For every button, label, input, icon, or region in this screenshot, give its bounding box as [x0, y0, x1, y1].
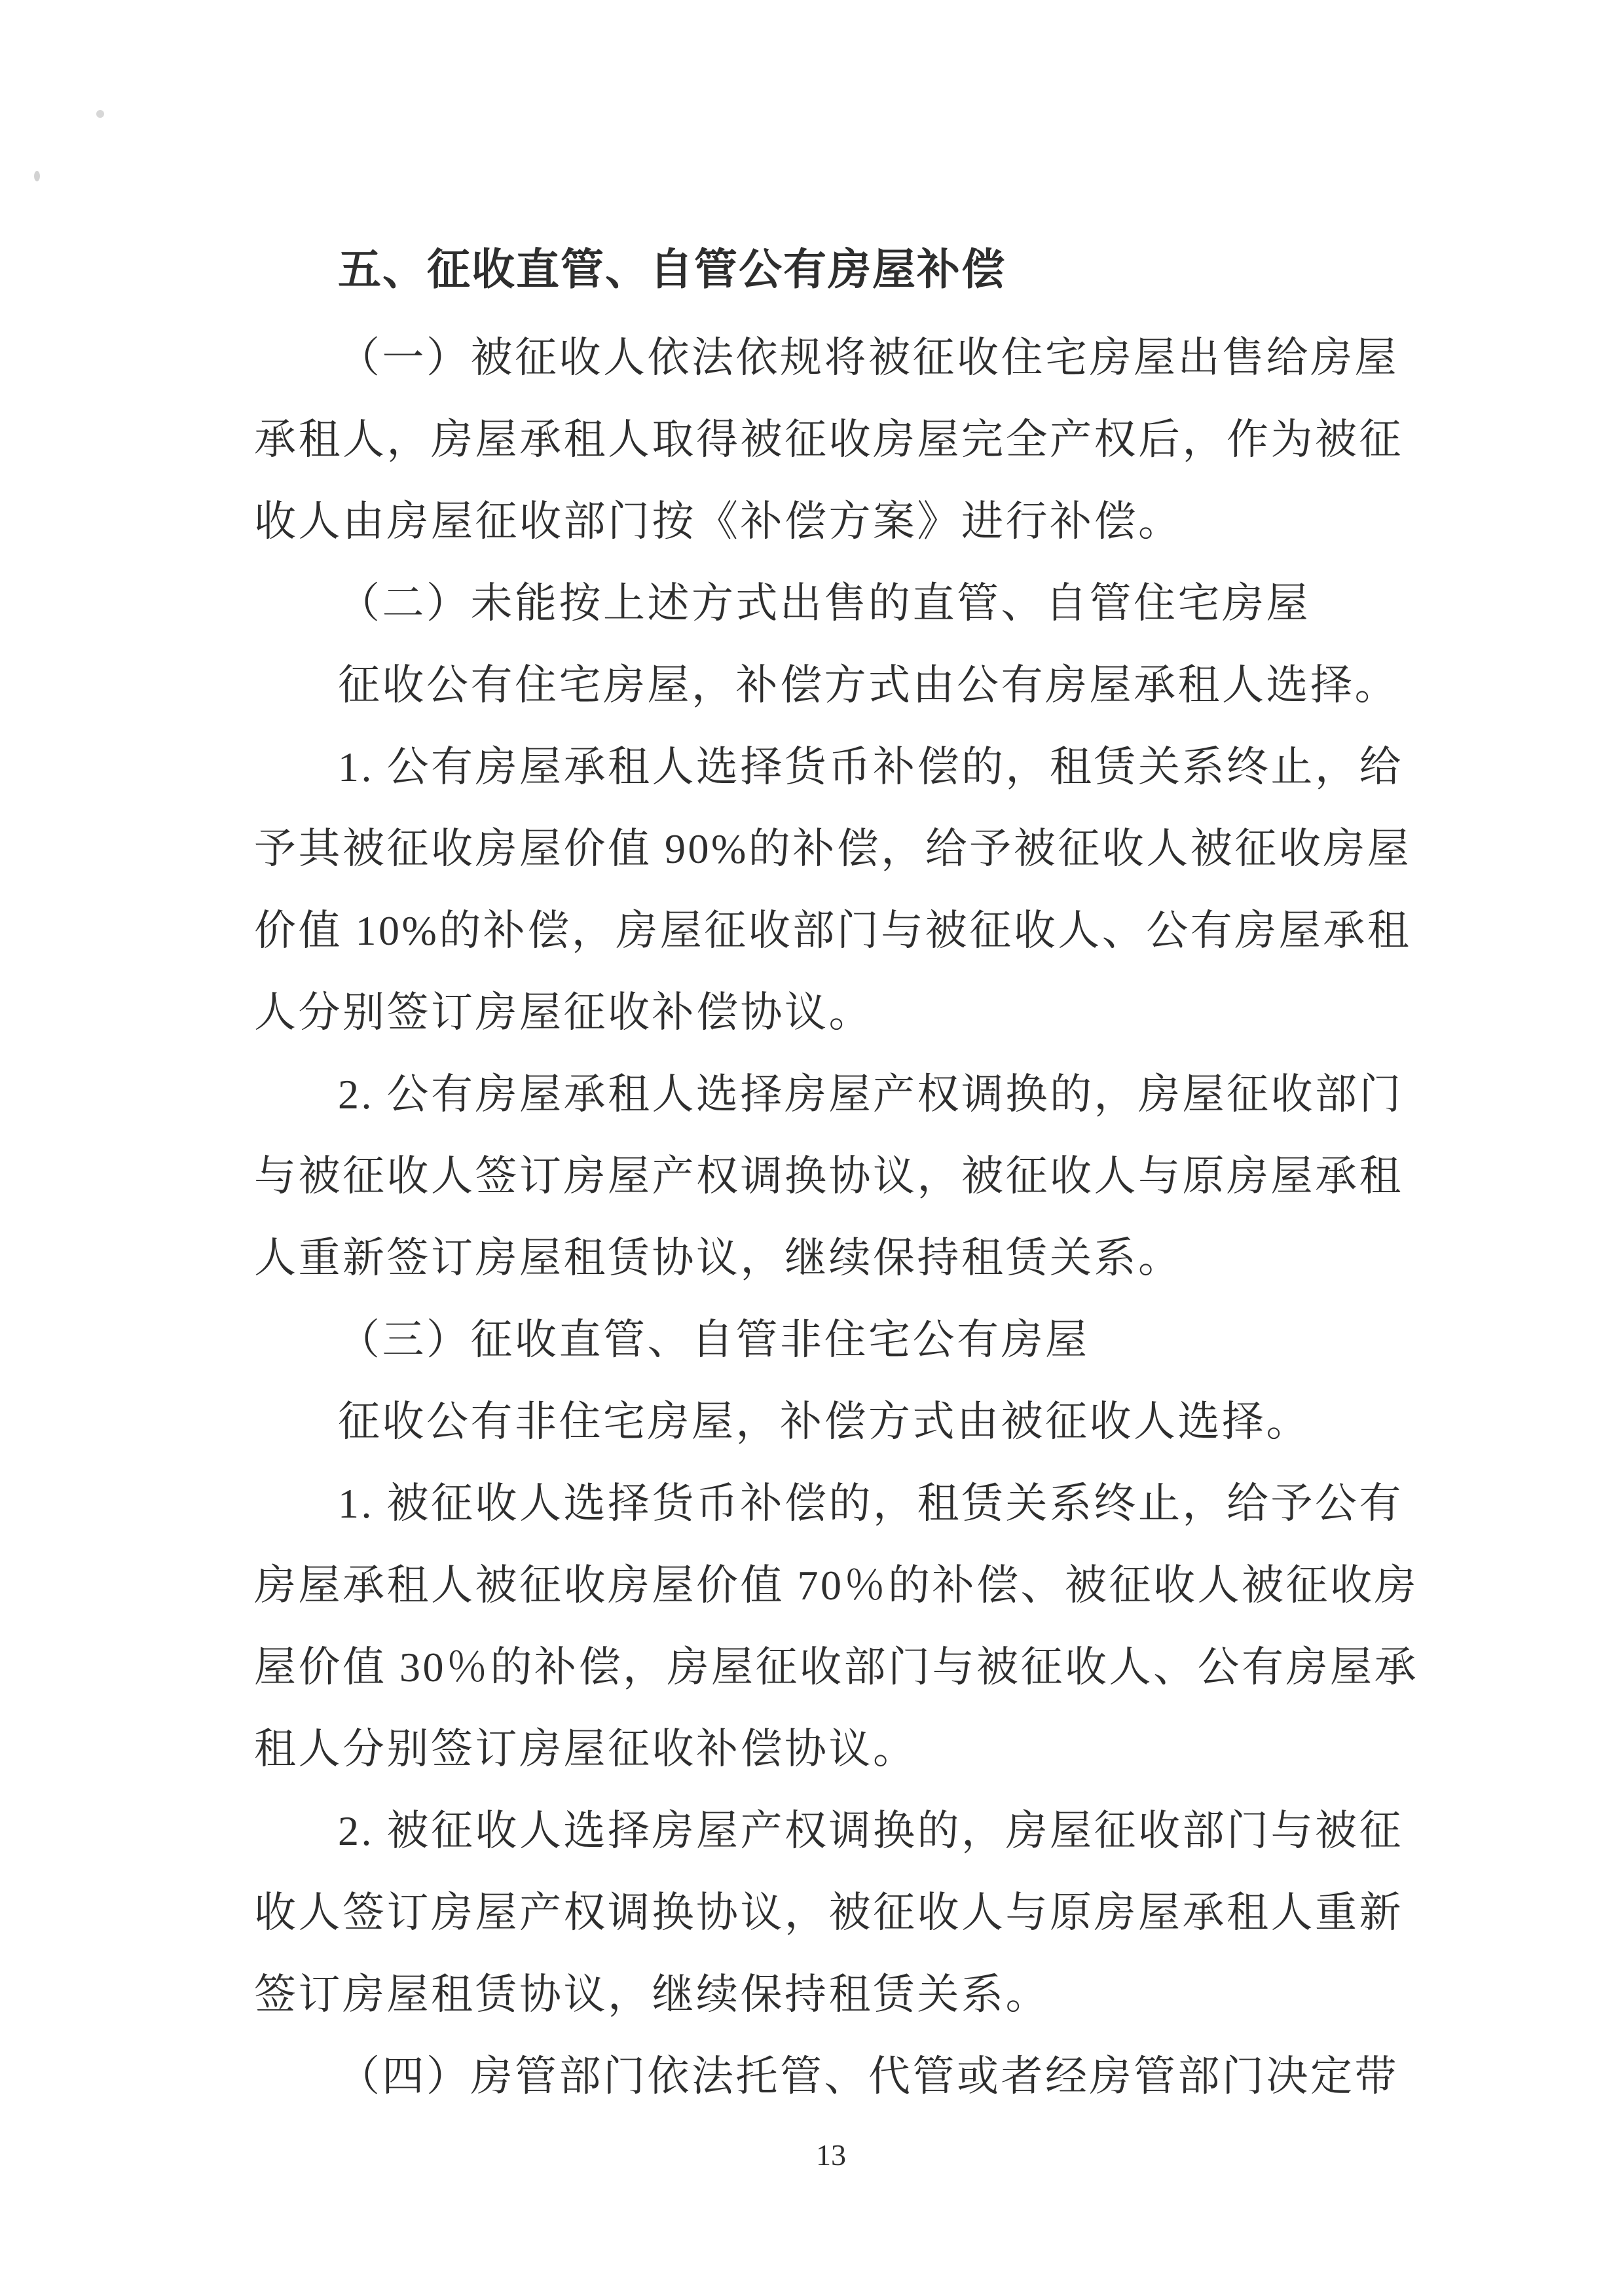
text-line: 价值 10%的补偿，房屋征收部门与被征收人、公有房屋承租 — [254, 907, 1412, 954]
text-line: 承租人，房屋承租人取得被征收房屋完全产权后，作为被征 — [254, 416, 1403, 463]
text-line: 2. 被征收人选择房屋产权调换的，房屋征收部门与被征 — [338, 1808, 1403, 1854]
text-line: 房屋承租人被征收房屋价值 70％的补偿、被征收人被征收房 — [254, 1562, 1418, 1609]
text-line: 1. 公有房屋承租人选择货币补偿的，租赁关系终止，给 — [338, 744, 1403, 790]
text-line: 收人由房屋征收部门按《补偿方案》进行补偿。 — [254, 498, 1183, 545]
section-heading: 五、征收直管、自管公有房屋补偿 — [338, 245, 1006, 293]
text-line: 收人签订房屋产权调换协议，被征收人与原房屋承租人重新 — [254, 1889, 1403, 1936]
text-line: 人分别签订房屋征收补偿协议。 — [254, 989, 873, 1036]
text-line: （二）未能按上述方式出售的直管、自管住宅房屋 — [338, 580, 1310, 627]
text-line: 屋价值 30％的补偿，房屋征收部门与被征收人、公有房屋承 — [254, 1644, 1418, 1690]
text-line: （四）房管部门依法托管、代管或者经房管部门决定带 — [338, 2053, 1399, 2100]
text-line: 租人分别签订房屋征收补偿协议。 — [254, 1726, 917, 1772]
text-line: 征收公有住宅房屋，补偿方式由公有房屋承租人选择。 — [338, 662, 1399, 708]
text-line: 1. 被征收人选择货币补偿的，租赁关系终止，给予公有 — [338, 1480, 1403, 1527]
text-line: （一）被征收人依法依规将被征收住宅房屋出售给房屋 — [338, 335, 1399, 381]
text-line: 2. 公有房屋承租人选择房屋产权调换的，房屋征收部门 — [338, 1071, 1403, 1118]
text-line: 予其被征收房屋价值 90%的补偿，给予被征收人被征收房屋 — [254, 826, 1412, 872]
scan-speck — [34, 171, 40, 181]
scan-speck — [96, 110, 104, 118]
body-text — [254, 335, 1418, 2138]
text-line: 签订房屋租赁协议，继续保持租赁关系。 — [254, 1971, 1050, 2018]
text-column — [254, 245, 1418, 2177]
text-line: （三）征收直管、自管非住宅公有房屋 — [338, 1317, 1090, 1363]
text-line: 人重新签订房屋租赁协议，继续保持租赁关系。 — [254, 1235, 1183, 1281]
text-line: 与被征收人签订房屋产权调换协议，被征收人与原房屋承租 — [254, 1153, 1403, 1199]
page-number: 13 — [816, 2138, 846, 2172]
text-line: 征收公有非住宅房屋，补偿方式由被征收人选择。 — [338, 1398, 1310, 1445]
